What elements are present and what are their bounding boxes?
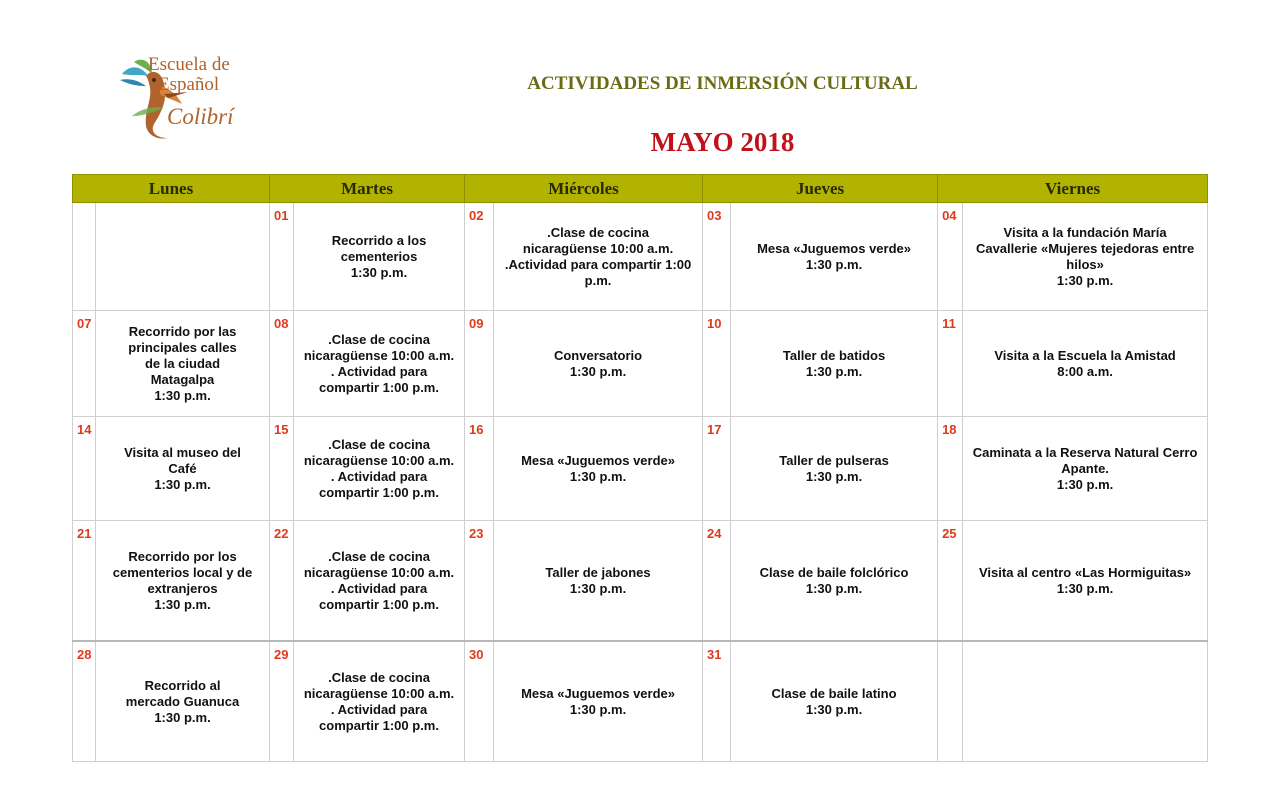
day-activity [731, 417, 938, 521]
day-number: 07 [73, 311, 96, 417]
activity-line: mercado Guanuca [125, 693, 240, 709]
day-number: 31 [703, 641, 731, 762]
day-number: 01 [270, 203, 294, 311]
day-number [73, 203, 96, 311]
activity-line: 1:30 p.m. [569, 701, 627, 717]
activity-line: Taller de jabones [545, 564, 651, 580]
day-activity [731, 521, 938, 642]
activity-line: Mesa «Juguemos verde» [521, 452, 675, 468]
activity-line: Apante. [1061, 460, 1109, 476]
weekday-header-row [73, 175, 1208, 203]
activity-line: hilos» [1066, 256, 1104, 272]
week-row [73, 311, 1208, 417]
activity-line: 8:00 a.m. [1057, 363, 1113, 379]
day-activity [731, 203, 938, 311]
activity-line: Visita al centro «Las Hormiguitas» [978, 564, 1192, 580]
activity-line: .Clase de cocina [328, 331, 430, 347]
day-activity [96, 641, 270, 762]
activity-line: . Actividad para [330, 580, 428, 596]
day-number: 22 [270, 521, 294, 642]
activity-line: compartir 1:00 p.m. [319, 484, 439, 500]
day-activity [731, 641, 938, 762]
activity-line: Visita a la fundación María [1003, 224, 1167, 240]
activity-line: cementerios [340, 248, 418, 264]
activity-line: 1:30 p.m. [569, 580, 627, 596]
day-number [938, 641, 963, 762]
activity-line: 1:30 p.m. [805, 701, 863, 717]
calendar-table [72, 174, 1208, 762]
weekday-header: Lunes [73, 175, 270, 203]
day-activity [494, 641, 703, 762]
day-number: 16 [465, 417, 494, 521]
day-activity [494, 417, 703, 521]
activity-line: Clase de baile folclórico [759, 564, 909, 580]
week-row [73, 203, 1208, 311]
activity-line: 1:30 p.m. [805, 363, 863, 379]
activity-line: compartir 1:00 p.m. [319, 717, 439, 733]
day-number: 11 [938, 311, 963, 417]
activity-line: 1:30 p.m. [1056, 476, 1114, 492]
activity-line: 1:30 p.m. [1056, 580, 1114, 596]
activity-line: . Actividad para [330, 363, 428, 379]
day-activity [294, 641, 465, 762]
logo-text-line3: Colibrí [167, 104, 234, 129]
activity-line: .Clase de cocina [328, 548, 430, 564]
activity-line: .Actividad para compartir 1:00 [504, 256, 692, 272]
activity-line: nicaragüense 10:00 a.m. [303, 685, 455, 701]
activity-line: Mesa «Juguemos verde» [757, 240, 911, 256]
activity-line: 1:30 p.m. [805, 468, 863, 484]
day-activity [963, 641, 1208, 762]
activity-line: Taller de batidos [782, 347, 886, 363]
activity-line: 1:30 p.m. [154, 387, 211, 403]
day-number: 10 [703, 311, 731, 417]
activity-line: Clase de baile latino [771, 685, 897, 701]
activity-line: 1:30 p.m. [569, 468, 627, 484]
day-number: 25 [938, 521, 963, 642]
day-activity [963, 311, 1208, 417]
activity-line: Recorrido a los [331, 232, 427, 248]
day-number: 14 [73, 417, 96, 521]
activity-line: principales calles [128, 339, 237, 355]
activity-line: nicaragüense 10:00 a.m. [522, 240, 674, 256]
day-activity [294, 203, 465, 311]
activity-line: nicaragüense 10:00 a.m. [303, 564, 455, 580]
weekday-header: Miércoles [465, 175, 703, 203]
day-number: 29 [270, 641, 294, 762]
activity-line: .Clase de cocina [328, 436, 430, 452]
day-activity [96, 311, 270, 417]
weekday-header: Jueves [703, 175, 938, 203]
day-activity [494, 203, 703, 311]
activity-line: Mesa «Juguemos verde» [521, 685, 675, 701]
logo-text-line1: Escuela de [148, 54, 230, 75]
day-number: 08 [270, 311, 294, 417]
day-number: 30 [465, 641, 494, 762]
weekday-header: Viernes [938, 175, 1208, 203]
week-row [73, 521, 1208, 642]
activity-line: Matagalpa [150, 371, 215, 387]
activity-line: 1:30 p.m. [154, 596, 211, 612]
activity-line: nicaragüense 10:00 a.m. [303, 452, 455, 468]
activity-line: 1:30 p.m. [805, 256, 863, 272]
day-number: 03 [703, 203, 731, 311]
day-activity [96, 417, 270, 521]
day-activity [294, 521, 465, 642]
activity-line: 1:30 p.m. [154, 709, 211, 725]
activity-line: Visita al museo del [124, 444, 241, 460]
day-activity [294, 311, 465, 417]
day-number: 24 [703, 521, 731, 642]
activity-line: 1:30 p.m. [1056, 272, 1114, 288]
weekday-header: Martes [270, 175, 465, 203]
activity-line: 1:30 p.m. [154, 476, 211, 492]
activity-line: compartir 1:00 p.m. [319, 379, 439, 395]
activity-line: cementerios local y de [112, 564, 253, 580]
day-activity [963, 203, 1208, 311]
day-number: 17 [703, 417, 731, 521]
activity-line: .Clase de cocina [547, 224, 649, 240]
day-number: 09 [465, 311, 494, 417]
day-number: 04 [938, 203, 963, 311]
activity-line: Conversatorio [553, 347, 643, 363]
activity-line: Visita a la Escuela la Amistad [994, 347, 1176, 363]
activity-line: Recorrido por las [128, 323, 237, 339]
day-number: 21 [73, 521, 96, 642]
activity-line: nicaragüense 10:00 a.m. [303, 347, 455, 363]
week-row [73, 417, 1208, 521]
page-subtitle: ACTIVIDADES DE INMERSIÓN CULTURAL [527, 73, 918, 94]
day-activity [494, 521, 703, 642]
activity-line: Cavallerie «Mujeres tejedoras entre [975, 240, 1195, 256]
day-activity [963, 417, 1208, 521]
activity-line: Caminata a la Reserva Natural Cerro [972, 444, 1198, 460]
week-row [73, 641, 1208, 762]
activity-line: Recorrido por los [128, 548, 237, 564]
logo-text-line2: Español [158, 74, 220, 95]
day-activity [96, 203, 270, 311]
day-activity [294, 417, 465, 521]
day-activity [963, 521, 1208, 642]
activity-line: . Actividad para [330, 468, 428, 484]
day-number: 18 [938, 417, 963, 521]
activity-line: Café [168, 460, 197, 476]
activity-line: 1:30 p.m. [569, 363, 627, 379]
day-number: 15 [270, 417, 294, 521]
day-number: 02 [465, 203, 494, 311]
day-activity [731, 311, 938, 417]
day-activity [494, 311, 703, 417]
day-number: 28 [73, 641, 96, 762]
activity-line: de la ciudad [144, 355, 221, 371]
activity-line: 1:30 p.m. [350, 264, 408, 280]
activity-line: extranjeros [147, 580, 218, 596]
activity-line: Recorrido al [144, 677, 221, 693]
activity-line: compartir 1:00 p.m. [319, 596, 439, 612]
activity-line: p.m. [584, 272, 612, 288]
activity-line: 1:30 p.m. [805, 580, 863, 596]
day-activity [96, 521, 270, 642]
activity-line: .Clase de cocina [328, 669, 430, 685]
day-number: 23 [465, 521, 494, 642]
month-title: MAYO 2018 [650, 127, 795, 157]
activity-line: Taller de pulseras [779, 452, 889, 468]
activity-line: . Actividad para [330, 701, 428, 717]
